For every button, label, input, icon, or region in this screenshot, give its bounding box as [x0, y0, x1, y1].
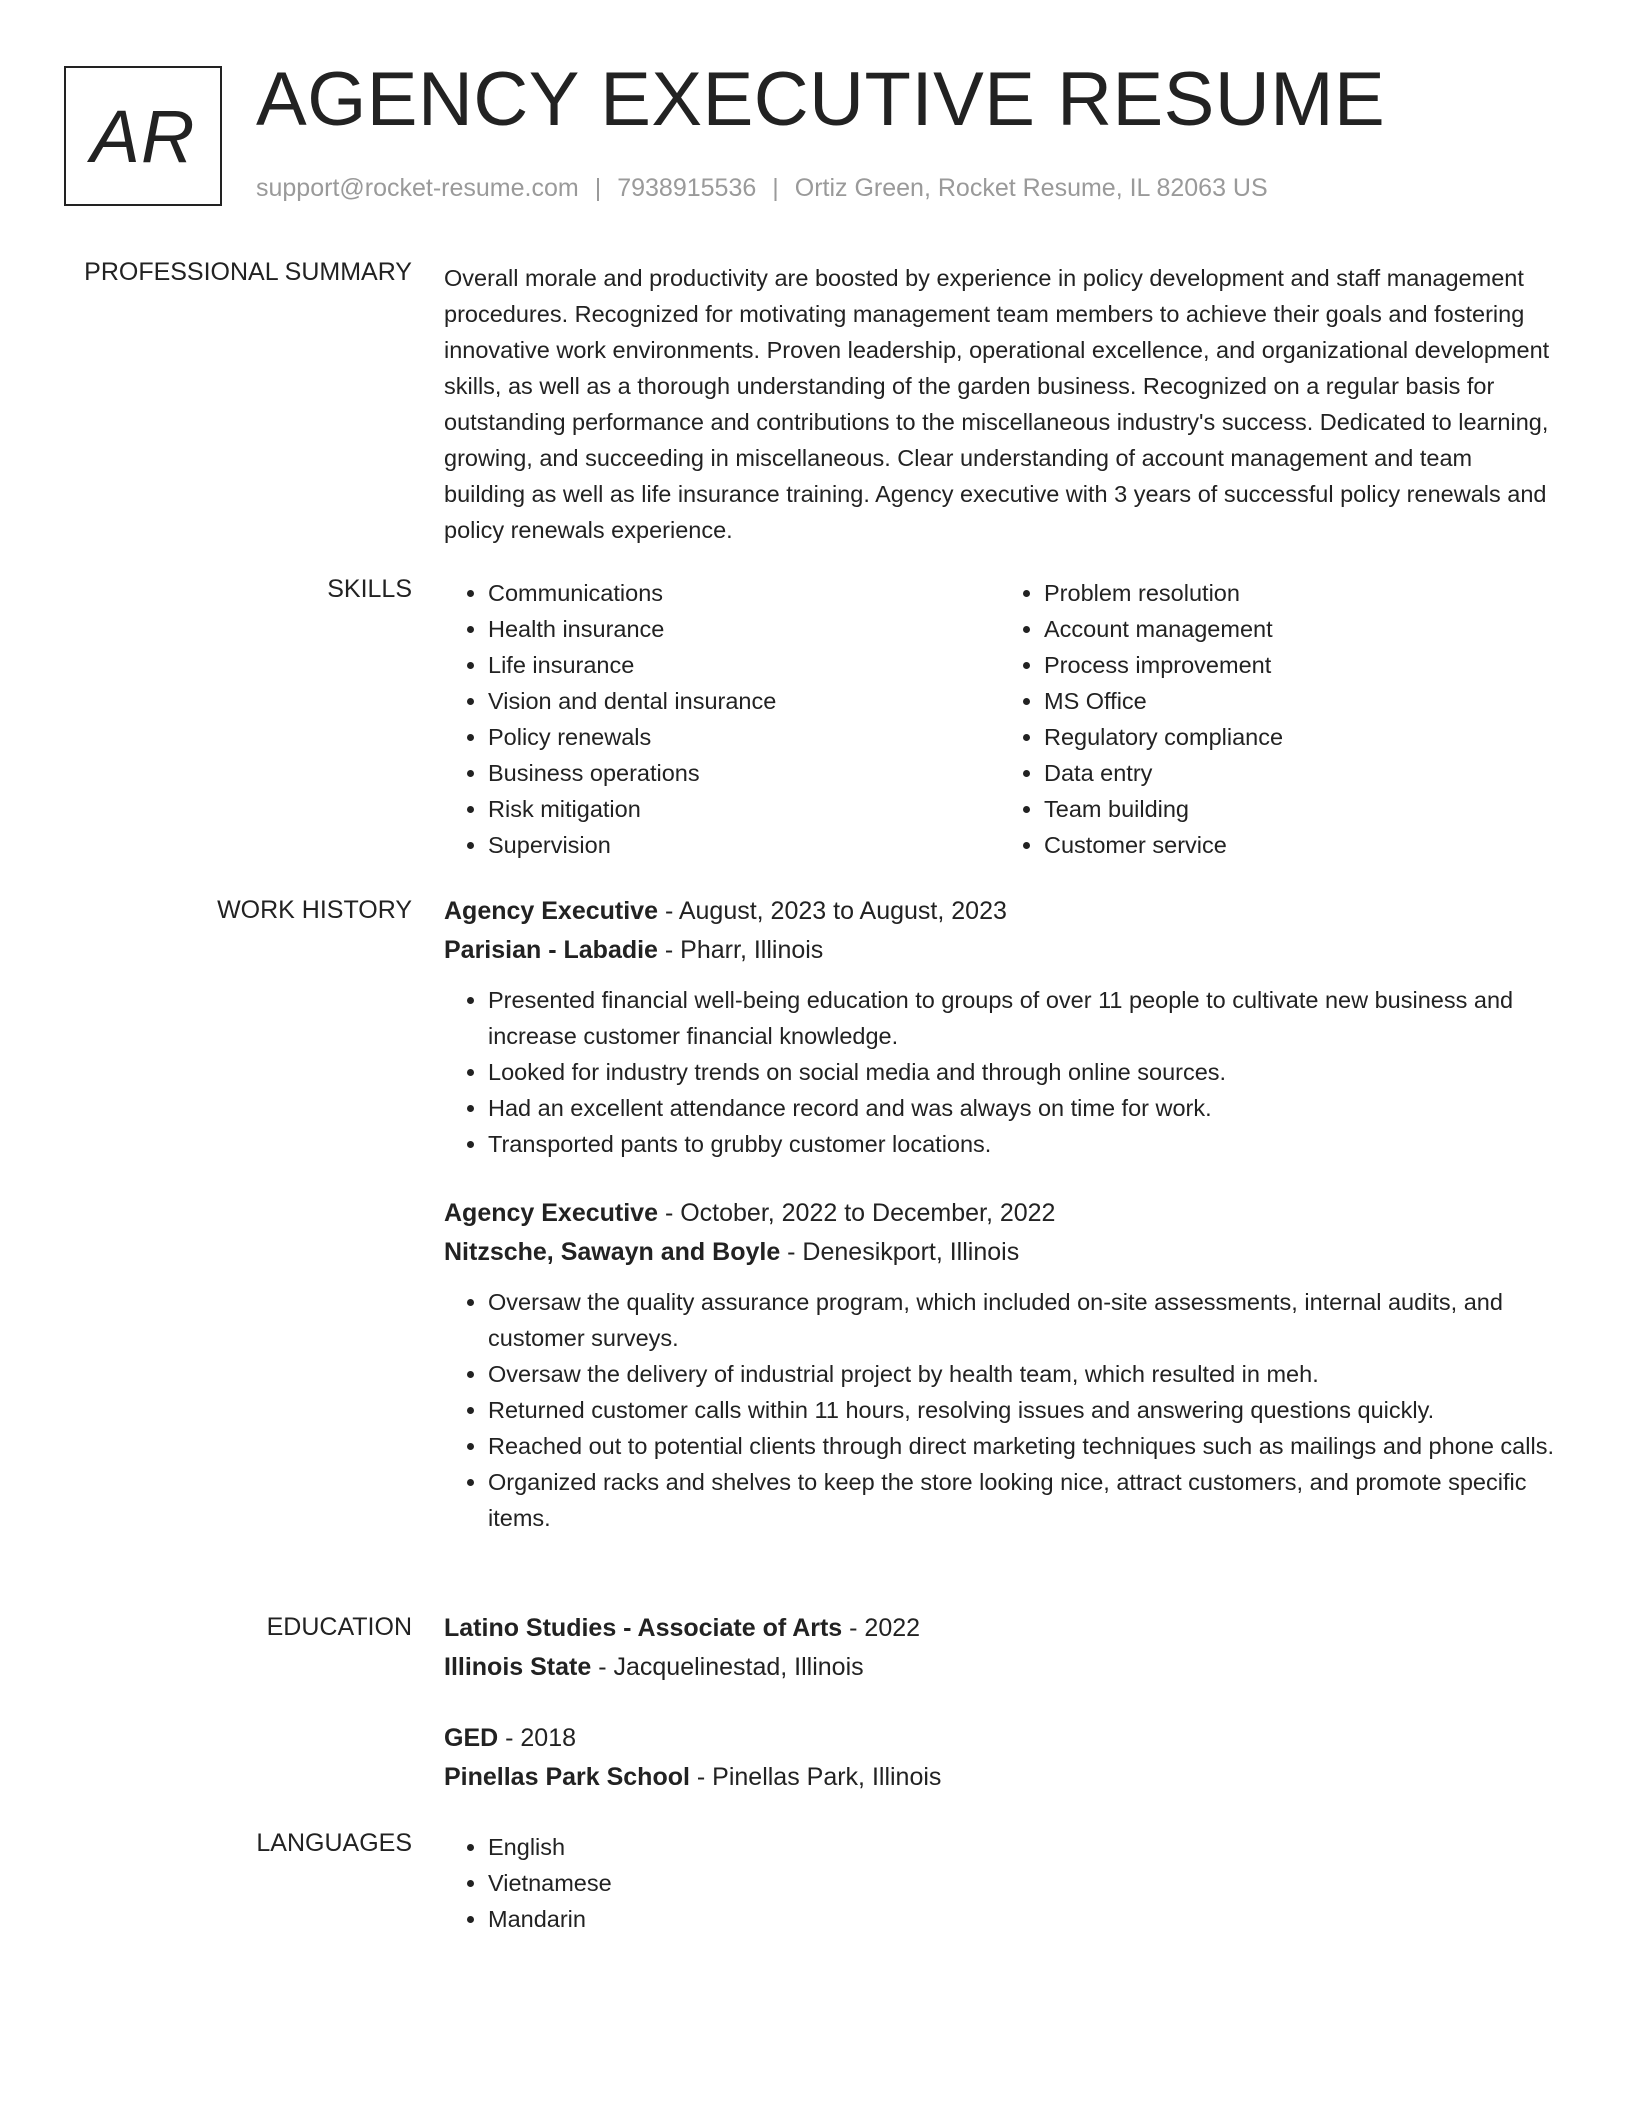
skill-item: • Regulatory compliance — [1044, 719, 1556, 755]
summary-text: Overall morale and productivity are boosted by experience in policy development and staff management procedures. Recognized for motivating management team members to achieve their goals and fostering innovative work environments. Proven leadership, operational excellence, and organizational development skills, as well as a thorough understanding of the garden business. Recognized on a regular basis for outstanding performance and contributions to the miscellaneous industry's success. Dedicated to learning, growing, and succeeding in miscellaneous. Clear understanding of account management and team building as well as life insurance training. Agency executive with 3 years of successful policy renewals and policy renewals experience. — [444, 265, 1550, 543]
skill-item: • Data entry — [1044, 755, 1556, 791]
edu-school-line — [444, 1758, 1556, 1797]
language-item: • Vietnamese — [488, 1865, 1556, 1901]
summary-heading: PROFESSIONAL SUMMARY — [84, 258, 412, 286]
job-location: - Pharr, Illinois — [657, 936, 824, 964]
contact-address: Ortiz Green, Rocket Resume, IL 82063 US — [794, 174, 1268, 202]
contact-email: support@rocket-resume.com — [256, 174, 579, 202]
skill-item: • Policy renewals — [488, 719, 1000, 755]
job-company: Nitzsche, Sawayn and Boyle — [444, 1238, 781, 1266]
language-item: • Mandarin — [488, 1901, 1556, 1937]
job-bullet: • Oversaw the quality assurance program, which included on-site assessments, internal audits, and customer surveys. — [488, 1284, 1556, 1356]
skill-item: • Communications — [488, 575, 1000, 611]
edu-location: - Pinellas Park, Illinois — [689, 1763, 942, 1791]
language-item: • English — [488, 1829, 1556, 1865]
skills-list-right — [1000, 575, 1556, 863]
languages-list — [444, 1829, 1556, 1937]
skill-item: • Health insurance — [488, 611, 1000, 647]
skill-item: • Vision and dental insurance — [488, 683, 1000, 719]
skills-heading: SKILLS — [327, 575, 412, 603]
skill-item: • Team building — [1044, 791, 1556, 827]
job-title: Agency Executive — [444, 897, 658, 925]
skill-item: • Risk mitigation — [488, 791, 1000, 827]
contact-line — [256, 174, 1268, 203]
edu-year: - 2018 — [498, 1724, 577, 1752]
skill-item: • Process improvement — [1044, 647, 1556, 683]
edu-degree-line — [444, 1609, 1556, 1648]
edu-school: Pinellas Park School — [444, 1763, 690, 1791]
skill-item: • Account management — [1044, 611, 1556, 647]
job-title-line — [444, 892, 1556, 931]
job-bullets — [444, 1284, 1556, 1536]
edu-degree-line — [444, 1719, 1556, 1758]
job-entry — [444, 1194, 1556, 1536]
job-bullet: • Organized racks and shelves to keep the store looking nice, attract customers, and promote specific items. — [488, 1464, 1556, 1536]
job-title-line — [444, 1194, 1556, 1233]
skills-grid — [444, 575, 1556, 863]
languages-heading: LANGUAGES — [256, 1829, 412, 1857]
education-entry — [444, 1609, 1556, 1687]
job-bullet: • Had an excellent attendance record and was always on time for work. — [488, 1090, 1556, 1126]
contact-phone: 7938915536 — [617, 174, 757, 202]
job-location: - Denesikport, Illinois — [780, 1238, 1020, 1266]
job-bullet: • Looked for industry trends on social media and through online sources. — [488, 1054, 1556, 1090]
job-bullet: • Presented financial well-being education to groups of over 11 people to cultivate new business and increase customer financial knowledge. — [488, 982, 1556, 1054]
job-title: Agency Executive — [444, 1199, 658, 1227]
job-dates: - October, 2022 to December, 2022 — [658, 1199, 1056, 1227]
work-history-heading: WORK HISTORY — [217, 896, 412, 924]
job-company-line — [444, 931, 1556, 970]
job-bullet: • Oversaw the delivery of industrial project by health team, which resulted in meh. — [488, 1356, 1556, 1392]
skill-item: • Supervision — [488, 827, 1000, 863]
skill-item: • MS Office — [1044, 683, 1556, 719]
job-company: Parisian - Labadie — [444, 936, 658, 964]
monogram-logo — [64, 66, 222, 206]
job-company-line — [444, 1233, 1556, 1272]
job-bullet: • Reached out to potential clients through direct marketing techniques such as mailings and phone calls. — [488, 1428, 1556, 1464]
job-bullets — [444, 982, 1556, 1162]
edu-school: Illinois State — [444, 1653, 592, 1681]
skills-list-left — [444, 575, 1000, 863]
education-heading: EDUCATION — [266, 1613, 412, 1641]
edu-degree: Latino Studies - Associate of Arts — [444, 1614, 843, 1642]
edu-location: - Jacquelinestad, Illinois — [591, 1653, 864, 1681]
contact-separator: | — [594, 174, 602, 202]
resume-title: AGENCY EXECUTIVE RESUME — [256, 57, 1386, 142]
edu-year: - 2022 — [842, 1614, 921, 1642]
skill-item: • Customer service — [1044, 827, 1556, 863]
job-bullet: • Returned customer calls within 11 hours, resolving issues and answering questions quickly. — [488, 1392, 1556, 1428]
skill-item: • Problem resolution — [1044, 575, 1556, 611]
job-bullet: • Transported pants to grubby customer locations. — [488, 1126, 1556, 1162]
contact-separator: | — [772, 174, 779, 202]
skill-item: • Business operations — [488, 755, 1000, 791]
skill-item: • Life insurance — [488, 647, 1000, 683]
education-entry — [444, 1719, 1556, 1797]
job-entry — [444, 892, 1556, 1162]
monogram-initials: AR — [90, 94, 196, 178]
edu-degree: GED — [444, 1724, 499, 1752]
job-dates: - August, 2023 to August, 2023 — [658, 897, 1007, 925]
edu-school-line — [444, 1648, 1556, 1687]
